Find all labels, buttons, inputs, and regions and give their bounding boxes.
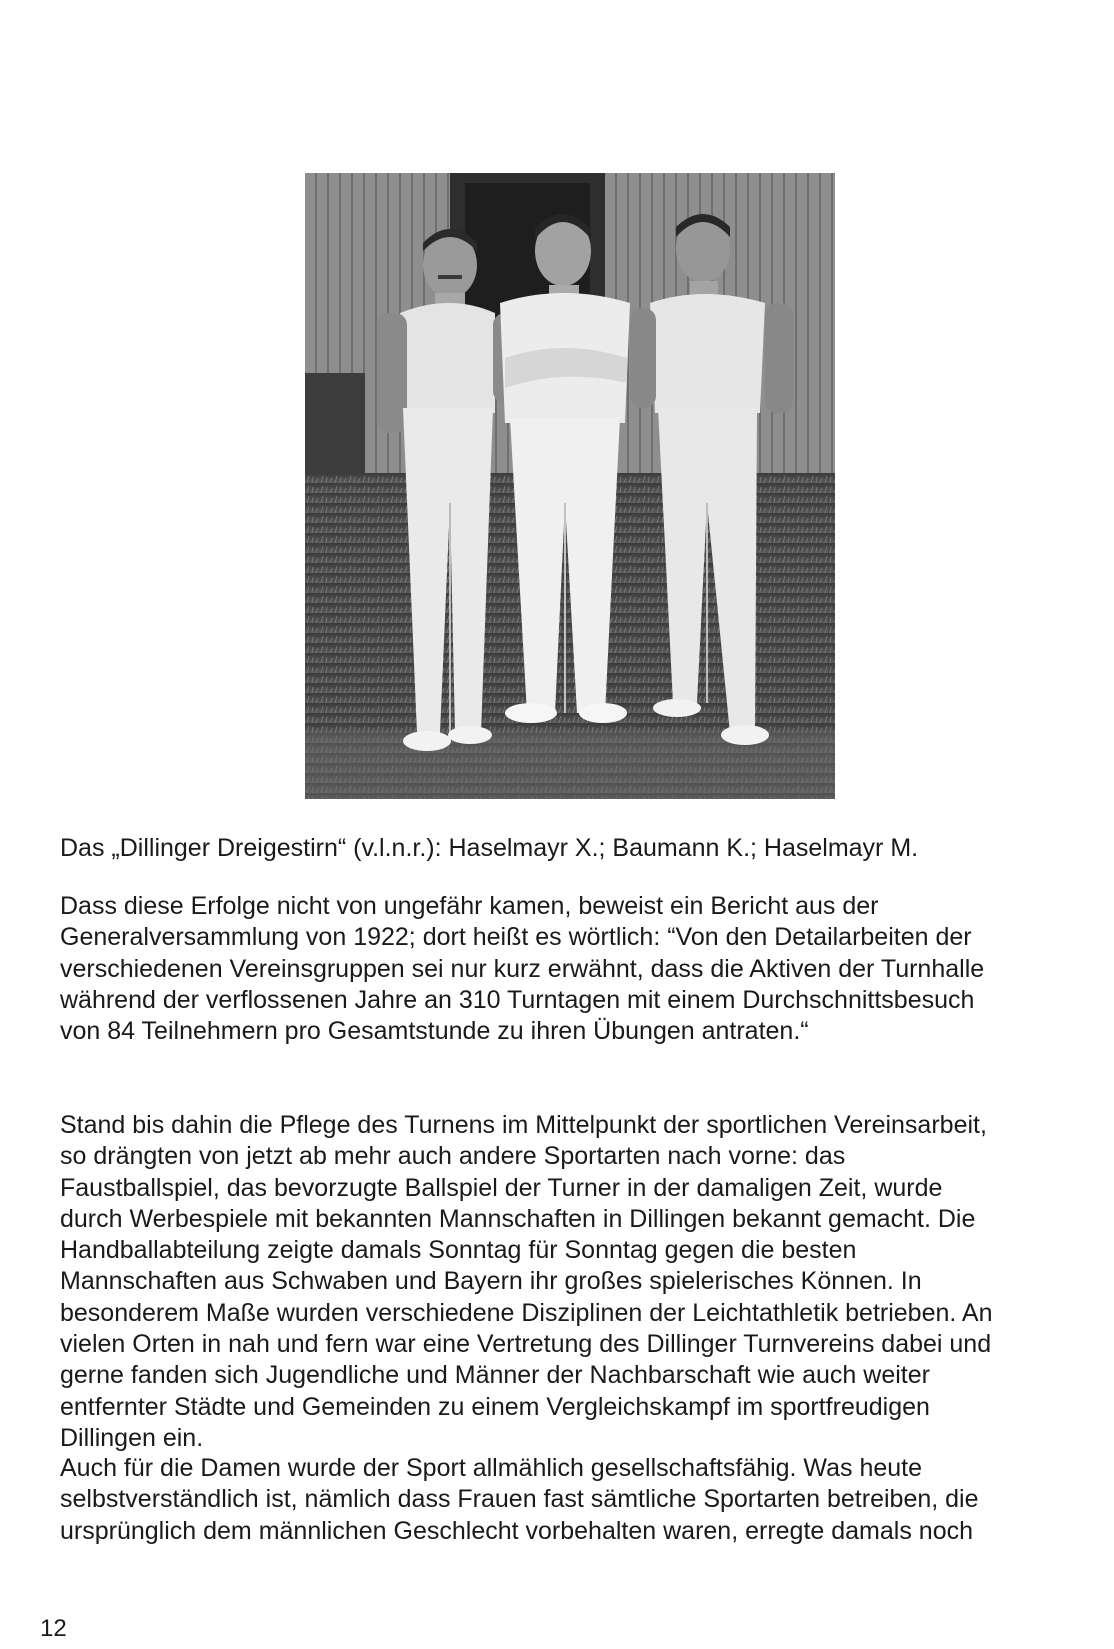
photo-caption: Das „Dillinger Dreigestirn“ (v.l.n.r.): Haselmayr X.; Baumann K.; Haselmayr M. xyxy=(60,834,919,862)
text-line: gerne fanden sich Jugendliche und Männer der Nachbarschaft wie auch weiter xyxy=(60,1361,930,1390)
text-line: selbstverständlich ist, nämlich dass Frauen fast sämtliche Sportarten betreiben, die xyxy=(60,1485,979,1514)
text-line: Faustballspiel, das bevorzugte Ballspiel der Turner in der damaligen Zeit, wurde xyxy=(60,1173,943,1202)
text-line: so drängten von jetzt ab mehr auch andere Sportarten nach vorne: das xyxy=(60,1142,846,1171)
paragraph-1 xyxy=(60,891,1070,1047)
text-line: verschiedenen Vereinsgruppen sei nur kurz erwähnt, dass die Aktiven der Turnhalle xyxy=(60,954,985,983)
text-line: während der verflossenen Jahre an 310 Turntagen mit einem Durchschnittsbesuch xyxy=(60,985,975,1014)
text-line: ursprünglich dem männlichen Geschlecht vorbehalten waren, erregte damals noch xyxy=(60,1516,974,1545)
text-line: Stand bis dahin die Pflege des Turnens im Mittelpunkt der sportlichen Vereinsarbeit, xyxy=(60,1111,987,1139)
text-line: Mannschaften aus Schwaben und Bayern ihr großes spielerisches Können. In xyxy=(60,1267,922,1296)
text-line: Generalversammlung von 1922; dort heißt es wörtlich: “Von den Detailarbeiten der xyxy=(60,923,972,952)
paragraph-3 xyxy=(60,1453,1070,1547)
text-line: entfernter Städte und Gemeinden zu einem Vergleichskampf im sportfreudigen xyxy=(60,1392,930,1421)
text-line: Dass diese Erfolge nicht von ungefähr kamen, beweist ein Bericht aus der xyxy=(60,892,879,920)
text-line: von 84 Teilnehmern pro Gesamtstunde zu ihren Übungen antraten.“ xyxy=(60,1017,809,1046)
text-line: vielen Orten in nah und fern war eine Vertretung des Dillinger Turnvereins dabei und xyxy=(60,1330,992,1359)
page-number: 12 xyxy=(40,1615,67,1642)
text-line: Dillingen ein. xyxy=(60,1423,204,1452)
text-line: durch Werbespiele mit bekannten Mannschaften in Dillingen bekannt gemacht. Die xyxy=(60,1204,976,1233)
text-line: Auch für die Damen wurde der Sport allmählich gesellschaftsfähig. Was heute xyxy=(60,1454,923,1482)
text-line: Handballabteilung zeigte damals Sonntag für Sonntag gegen die besten xyxy=(60,1236,857,1265)
paragraph-2 xyxy=(60,1110,1070,1454)
photo-three-gymnasts xyxy=(305,173,835,799)
text-line: besonderem Maße wurden verschiedene Disziplinen der Leichtathletik betrieben. An xyxy=(60,1298,993,1327)
historic-photo xyxy=(305,173,835,799)
